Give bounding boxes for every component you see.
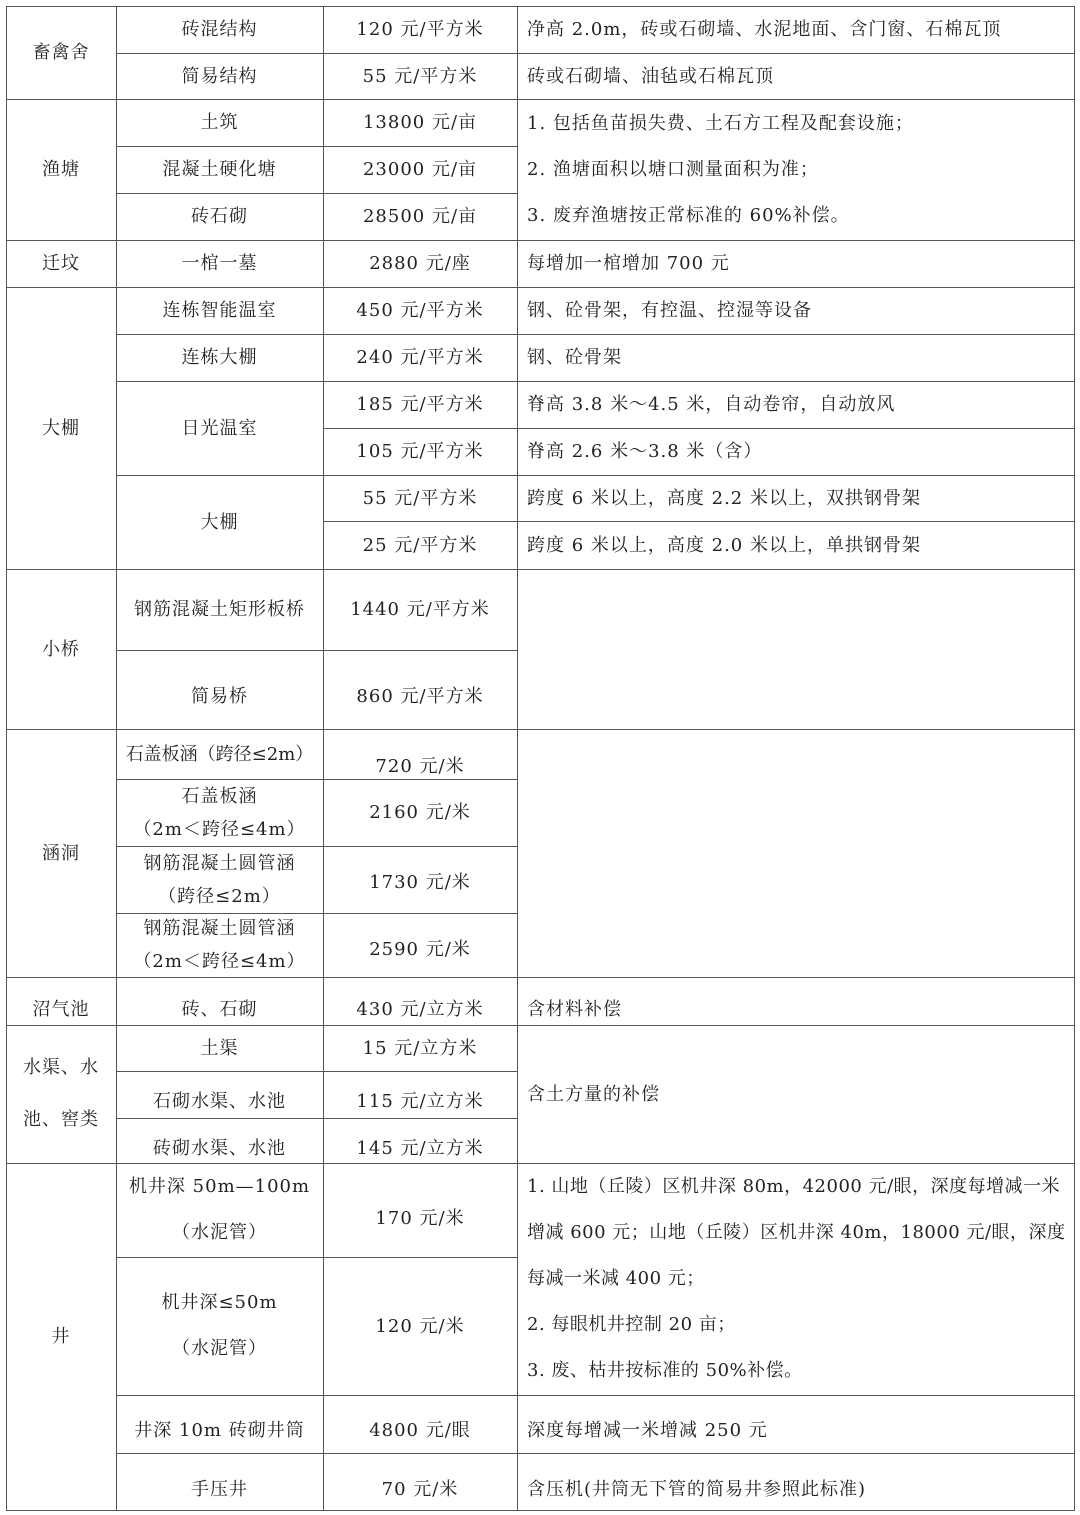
price-label: 2160 元/米 <box>369 802 471 823</box>
type-sublabel: （跨径≤2m） <box>158 885 281 907</box>
category-cell <box>6 99 116 240</box>
note-text: 深度每增减一米增减 250 元 <box>527 1419 768 1441</box>
type-cell <box>116 1071 323 1118</box>
type-sublabel: （2m＜跨径≤4m） <box>133 818 306 840</box>
price-cell <box>323 1257 517 1395</box>
price-cell <box>323 193 517 240</box>
note-cell <box>517 1025 1074 1163</box>
category-label: 小桥 <box>42 638 80 660</box>
type-cell <box>116 146 323 193</box>
type-cell <box>116 729 323 779</box>
note-text: 跨度 6 米以上，高度 2.0 米以上，单拱钢骨架 <box>527 534 921 556</box>
note-line: 每减一米减 400 元； <box>527 1268 705 1289</box>
price-cell <box>323 977 517 1025</box>
category-cell <box>6 287 116 569</box>
type-label: 混凝土硬化塘 <box>162 159 277 180</box>
category-cell <box>6 240 116 287</box>
price-label: 430 元/立方米 <box>356 998 484 1020</box>
price-cell <box>323 650 517 729</box>
price-cell <box>323 99 517 146</box>
type-cell <box>116 779 323 846</box>
price-cell <box>323 1071 517 1118</box>
category-label: 井 <box>51 1326 71 1347</box>
price-label: 115 元/立方米 <box>356 1091 484 1112</box>
type-cell <box>116 334 323 381</box>
note-text: 脊高 3.8 米～4.5 米，自动卷帘，自动放风 <box>527 394 896 415</box>
type-cell <box>116 913 323 977</box>
price-cell <box>323 428 517 475</box>
type-label: 砖砌水渠、水池 <box>153 1138 286 1159</box>
type-label: 简易桥 <box>191 686 248 707</box>
type-sublabel: （水泥管） <box>172 1338 267 1359</box>
price-cell <box>323 146 517 193</box>
note-cell <box>517 287 1074 334</box>
price-label: 1440 元/平方米 <box>350 599 490 620</box>
note-line: 3. 废弃渔塘按正常标准的 60%补偿。 <box>527 204 850 226</box>
type-label: 钢筋混凝土矩形板桥 <box>134 599 305 620</box>
type-label: 砖混结构 <box>181 19 258 40</box>
price-cell <box>323 1453 517 1510</box>
category-label: 畜禽舍 <box>32 42 90 63</box>
type-label: 石盖板涵 <box>181 785 258 807</box>
note-cell <box>517 977 1074 1025</box>
price-label: 170 元/米 <box>375 1207 465 1229</box>
price-label: 70 元/米 <box>381 1479 459 1500</box>
price-label: 4800 元/眼 <box>369 1419 471 1441</box>
type-cell <box>116 650 323 729</box>
type-cell <box>116 977 323 1025</box>
price-cell <box>323 779 517 846</box>
type-cell <box>116 193 323 240</box>
price-label: 120 元/平方米 <box>356 19 484 40</box>
type-label: 手压井 <box>191 1479 248 1500</box>
category-label: 沼气池 <box>32 998 90 1020</box>
category-cell <box>6 977 116 1025</box>
type-label: 机井深≤50m <box>161 1292 278 1313</box>
note-line: 增减 600 元；山地（丘陵）区机井深 40m，18000 元/眼，深度 <box>527 1222 1066 1243</box>
price-label: 55 元/平方米 <box>362 65 478 87</box>
price-cell <box>323 913 517 977</box>
price-cell <box>323 475 517 521</box>
type-cell <box>116 1025 323 1071</box>
price-label: 25 元/平方米 <box>362 534 478 556</box>
price-cell <box>323 1395 517 1453</box>
category-cell <box>6 729 116 977</box>
note-line: 1. 山地（丘陵）区机井深 80m，42000 元/眼，深度每增减一米 <box>527 1176 1061 1197</box>
category-label: 迁坟 <box>42 253 80 274</box>
note-cell <box>517 1163 1074 1395</box>
type-label: 日光温室 <box>181 417 258 439</box>
price-label: 13800 元/亩 <box>362 112 478 133</box>
note-cell <box>517 521 1074 569</box>
note-cell <box>517 428 1074 475</box>
price-label: 2590 元/米 <box>369 938 471 960</box>
category-cell <box>6 6 116 99</box>
note-cell <box>517 475 1074 521</box>
note-text: 含材料补偿 <box>527 998 622 1020</box>
category-label-line2: 池、窖类 <box>23 1109 99 1130</box>
note-text: 跨度 6 米以上，高度 2.2 米以上，双拱钢骨架 <box>527 487 921 509</box>
note-text: 钢、砼骨架 <box>527 347 622 368</box>
price-cell <box>323 381 517 428</box>
type-label: 石砌水渠、水池 <box>153 1091 286 1112</box>
type-cell <box>116 6 323 53</box>
type-label: 机井深 50m—100m <box>128 1176 311 1197</box>
price-cell <box>323 6 517 53</box>
price-cell <box>323 521 517 569</box>
price-cell <box>323 1163 517 1257</box>
type-cell <box>116 1395 323 1453</box>
type-cell <box>116 846 323 913</box>
category-label: 水渠、水 <box>23 1057 99 1078</box>
note-text: 每增加一棺增加 700 元 <box>527 253 730 274</box>
price-cell <box>323 53 517 99</box>
price-label: 240 元/平方米 <box>356 347 484 368</box>
type-label: 砖石砌 <box>191 206 248 227</box>
type-label: 钢筋混凝土圆管涵 <box>143 918 296 939</box>
type-cell <box>116 569 323 650</box>
type-label: 井深 10m 砖砌井筒 <box>134 1419 305 1441</box>
type-cell <box>116 1453 323 1510</box>
category-cell <box>6 569 116 729</box>
hline <box>6 1510 1074 1511</box>
price-label: 1730 元/米 <box>369 872 471 893</box>
price-label: 23000 元/亩 <box>362 159 478 180</box>
type-label: 连栋大棚 <box>181 347 258 368</box>
type-cell <box>116 287 323 334</box>
note-text: 钢、砼骨架，有控温、控湿等设备 <box>527 300 812 321</box>
type-cell <box>116 240 323 287</box>
price-label: 105 元/平方米 <box>356 441 484 462</box>
price-label: 450 元/平方米 <box>356 300 484 321</box>
type-label: 一棺一墓 <box>181 253 258 274</box>
price-label: 720 元/米 <box>375 755 465 777</box>
note-text: 脊高 2.6 米～3.8 米（含） <box>527 441 763 462</box>
type-label: 砖、石砌 <box>181 998 258 1020</box>
price-cell <box>323 846 517 913</box>
type-sublabel: （水泥管） <box>172 1222 267 1243</box>
type-cell <box>116 381 323 475</box>
note-text: 砖或石砌墙、油毡或石棉瓦顶 <box>527 65 774 87</box>
category-cell <box>6 1163 116 1510</box>
price-cell <box>323 334 517 381</box>
price-cell <box>323 240 517 287</box>
note-line: 2. 每眼机井控制 20 亩； <box>527 1314 736 1335</box>
type-sublabel: （2m＜跨径≤4m） <box>133 951 306 972</box>
note-line: 1. 包括鱼苗损失费、土石方工程及配套设施； <box>527 112 914 134</box>
category-cell <box>6 1025 116 1163</box>
category-label: 渔塘 <box>42 159 80 180</box>
note-line: 2. 渔塘面积以塘口测量面积为准； <box>527 158 819 180</box>
note-cell <box>517 334 1074 381</box>
note-text: 含压机(井筒无下管的简易井参照此标准) <box>527 1479 867 1500</box>
vline <box>1074 6 1075 1511</box>
note-line: 3. 废、枯井按标准的 50%补偿。 <box>527 1360 803 1381</box>
type-cell <box>116 1163 323 1257</box>
type-label: 石盖板涵（跨径≤2m） <box>125 743 314 765</box>
type-label: 大棚 <box>200 511 239 533</box>
price-cell <box>323 287 517 334</box>
type-label: 土渠 <box>200 1037 239 1059</box>
price-label: 2880 元/座 <box>369 253 471 274</box>
type-label: 钢筋混凝土圆管涵 <box>143 852 296 874</box>
note-cell <box>517 240 1074 287</box>
note-cell <box>517 1453 1074 1510</box>
type-cell <box>116 1118 323 1163</box>
note-cell <box>517 1395 1074 1453</box>
price-label: 55 元/平方米 <box>362 487 478 509</box>
note-cell <box>517 99 1074 240</box>
type-label: 简易结构 <box>181 65 258 87</box>
price-label: 860 元/平方米 <box>356 686 484 707</box>
note-text: 净高 2.0m，砖或石砌墙、水泥地面、含门窗、石棉瓦顶 <box>527 19 1002 40</box>
category-label: 大棚 <box>42 417 80 439</box>
price-label: 185 元/平方米 <box>356 394 484 415</box>
price-cell <box>323 1025 517 1071</box>
price-cell <box>323 569 517 650</box>
type-label: 土筑 <box>200 112 239 133</box>
price-label: 15 元/立方米 <box>362 1037 478 1059</box>
price-cell <box>323 1118 517 1163</box>
note-cell <box>517 53 1074 99</box>
note-cell <box>517 6 1074 53</box>
note-cell <box>517 381 1074 428</box>
type-cell <box>116 53 323 99</box>
category-label: 涵洞 <box>42 842 80 864</box>
price-label: 28500 元/亩 <box>362 206 478 227</box>
type-label: 连栋智能温室 <box>162 300 277 321</box>
price-label: 145 元/立方米 <box>356 1138 484 1159</box>
type-cell <box>116 475 323 569</box>
note-text: 含土方量的补偿 <box>527 1083 660 1105</box>
price-label: 120 元/米 <box>375 1315 465 1337</box>
type-cell <box>116 1257 323 1395</box>
type-cell <box>116 99 323 146</box>
